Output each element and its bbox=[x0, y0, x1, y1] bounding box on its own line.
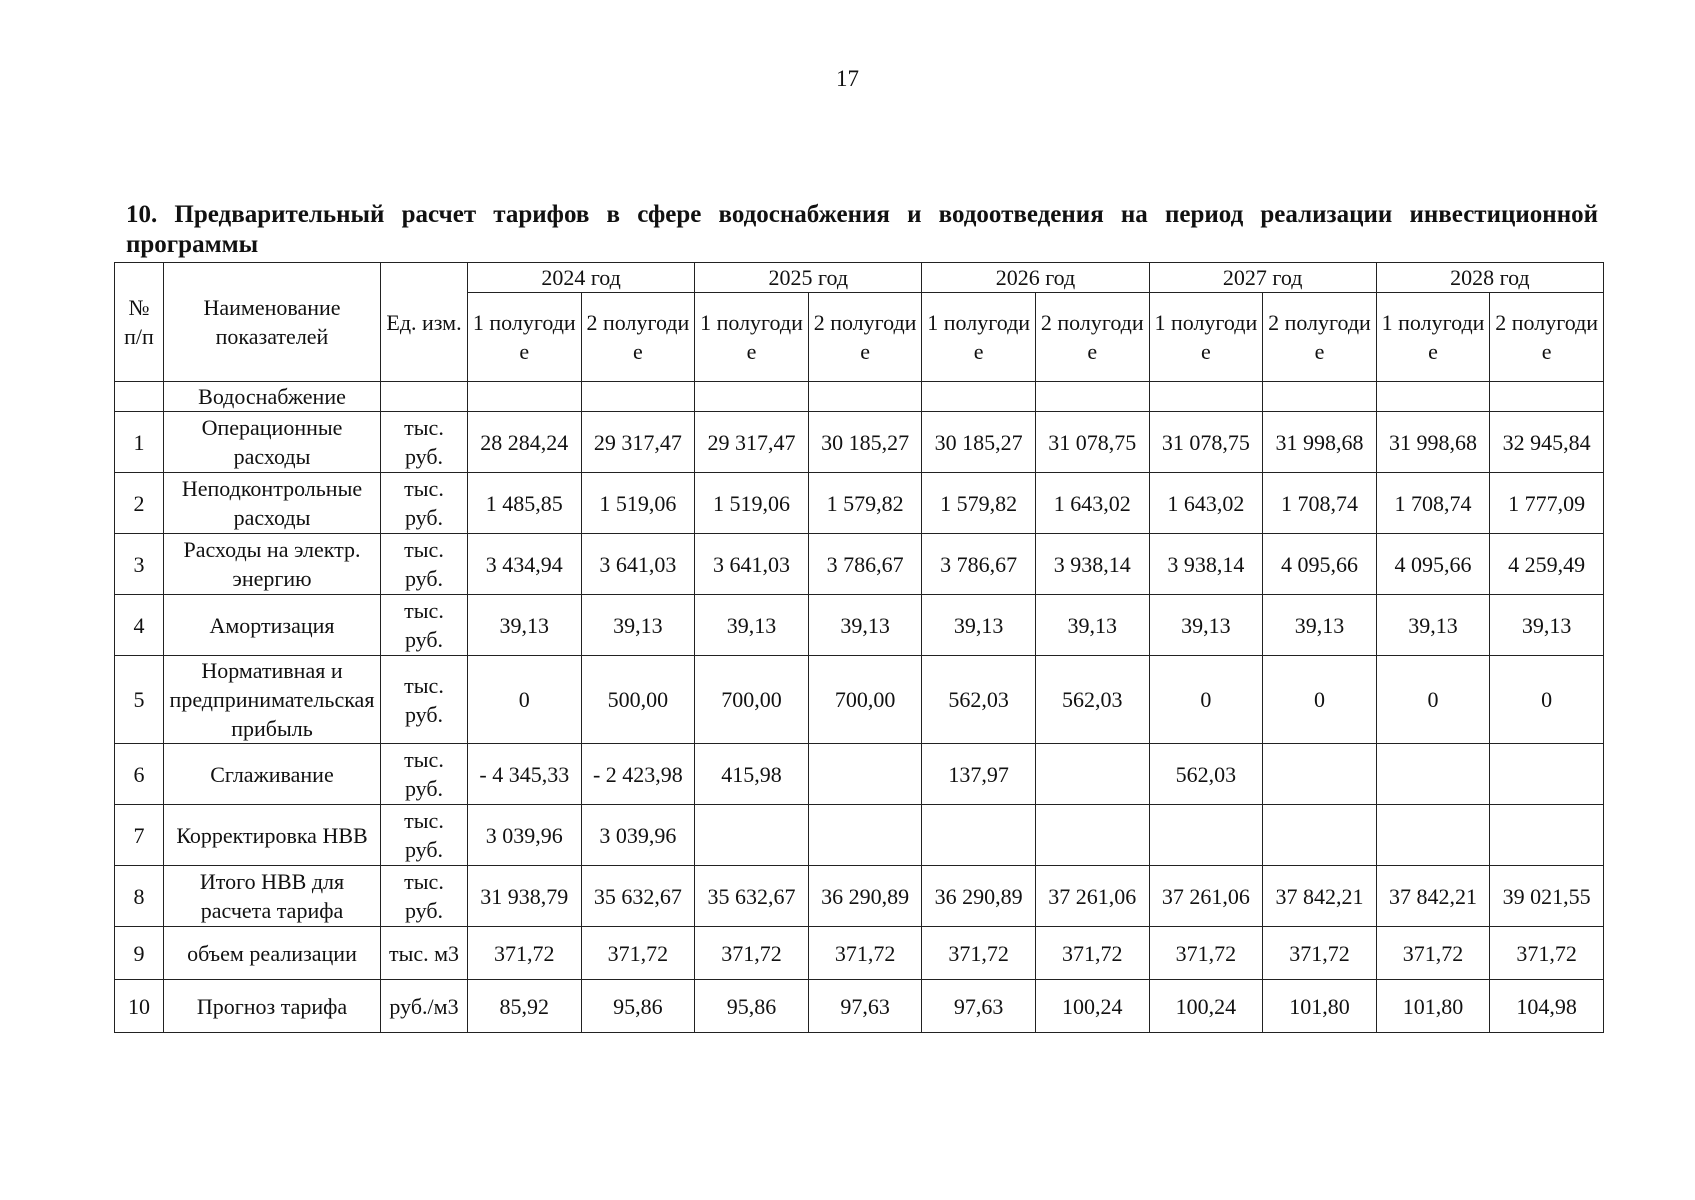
row-unit: тыс. руб. bbox=[381, 866, 468, 927]
value-cell: 3 039,96 bbox=[468, 805, 582, 866]
value-cell: 30 185,27 bbox=[922, 412, 1036, 473]
value-cell: 28 284,24 bbox=[468, 412, 582, 473]
value-cell: 1 519,06 bbox=[581, 473, 695, 534]
value-cell: 415,98 bbox=[695, 744, 809, 805]
group-unit-cell bbox=[381, 382, 468, 412]
value-cell: 35 632,67 bbox=[581, 866, 695, 927]
value-cell: 31 938,79 bbox=[468, 866, 582, 927]
value-cell: 29 317,47 bbox=[581, 412, 695, 473]
header-half-2: 2 полугодие bbox=[1490, 293, 1604, 382]
value-cell: 0 bbox=[1490, 656, 1604, 744]
value-cell: 0 bbox=[468, 656, 582, 744]
value-cell: 39,13 bbox=[1376, 595, 1490, 656]
row-name: Расходы на электр. энергию bbox=[164, 534, 381, 595]
value-cell: 371,72 bbox=[922, 927, 1036, 980]
value-cell: 97,63 bbox=[922, 980, 1036, 1033]
row-number: 4 bbox=[115, 595, 164, 656]
row-name: Операционные расходы bbox=[164, 412, 381, 473]
value-cell: 371,72 bbox=[695, 927, 809, 980]
value-cell: 0 bbox=[1263, 656, 1377, 744]
header-half-2: 2 полугодие bbox=[581, 293, 695, 382]
row-unit: руб./м3 bbox=[381, 980, 468, 1033]
value-cell: 1 579,82 bbox=[922, 473, 1036, 534]
table-row bbox=[115, 744, 1604, 805]
value-cell: 371,72 bbox=[1149, 927, 1263, 980]
row-number: 7 bbox=[115, 805, 164, 866]
value-cell bbox=[1490, 805, 1604, 866]
value-cell: 39,13 bbox=[1035, 595, 1149, 656]
value-cell: 1 777,09 bbox=[1490, 473, 1604, 534]
value-cell: 3 434,94 bbox=[468, 534, 582, 595]
value-cell: 4 259,49 bbox=[1490, 534, 1604, 595]
value-cell: 39 021,55 bbox=[1490, 866, 1604, 927]
value-cell bbox=[808, 805, 922, 866]
value-cell: 371,72 bbox=[468, 927, 582, 980]
value-cell: 3 938,14 bbox=[1149, 534, 1263, 595]
value-cell: 101,80 bbox=[1376, 980, 1490, 1033]
row-name: Амортизация bbox=[164, 595, 381, 656]
table-row bbox=[115, 412, 1604, 473]
table-row bbox=[115, 980, 1604, 1033]
row-number: 1 bbox=[115, 412, 164, 473]
value-cell: 39,13 bbox=[695, 595, 809, 656]
table-row bbox=[115, 927, 1604, 980]
value-cell: 0 bbox=[1149, 656, 1263, 744]
row-number: 5 bbox=[115, 656, 164, 744]
header-half-2: 2 полугодие bbox=[808, 293, 922, 382]
header-half-1: 1 полугодие bbox=[695, 293, 809, 382]
table-row bbox=[115, 473, 1604, 534]
row-name: Итого НВВ для расчета тарифа bbox=[164, 866, 381, 927]
value-cell: 31 998,68 bbox=[1376, 412, 1490, 473]
header-year-2028: 2028 год bbox=[1376, 263, 1603, 293]
table-row bbox=[115, 866, 1604, 927]
table-row bbox=[115, 595, 1604, 656]
value-cell: 3 039,96 bbox=[581, 805, 695, 866]
value-cell: 371,72 bbox=[1490, 927, 1604, 980]
value-cell: 371,72 bbox=[581, 927, 695, 980]
row-unit: тыс. руб. bbox=[381, 473, 468, 534]
header-unit: Ед. изм. bbox=[381, 263, 468, 382]
row-name: Корректировка НВВ bbox=[164, 805, 381, 866]
row-unit: тыс. руб. bbox=[381, 744, 468, 805]
value-cell: 700,00 bbox=[808, 656, 922, 744]
header-half-1: 1 полугодие bbox=[1376, 293, 1490, 382]
value-cell bbox=[808, 744, 922, 805]
table-row bbox=[115, 534, 1604, 595]
value-cell: 100,24 bbox=[1149, 980, 1263, 1033]
value-cell: 562,03 bbox=[1149, 744, 1263, 805]
group-label: Водоснабжение bbox=[164, 382, 381, 412]
value-cell bbox=[1490, 744, 1604, 805]
value-cell bbox=[1149, 805, 1263, 866]
row-name: Неподконтрольные расходы bbox=[164, 473, 381, 534]
header-half-1: 1 полугодие bbox=[468, 293, 582, 382]
group-row bbox=[115, 382, 1604, 412]
header-row-years bbox=[115, 263, 1604, 293]
value-cell bbox=[1263, 744, 1377, 805]
value-cell bbox=[1376, 805, 1490, 866]
value-cell: 104,98 bbox=[1490, 980, 1604, 1033]
value-cell: 3 786,67 bbox=[922, 534, 1036, 595]
row-name: объем реализации bbox=[164, 927, 381, 980]
value-cell: 29 317,47 bbox=[695, 412, 809, 473]
header-year-2027: 2027 год bbox=[1149, 263, 1376, 293]
value-cell: 3 938,14 bbox=[1035, 534, 1149, 595]
page-number: 17 bbox=[836, 66, 859, 91]
section-heading: 10. Предварительный расчет тарифов в сфере водоснабжения и водоотведения на период реализации инвестиционной программы bbox=[126, 201, 1598, 258]
value-cell: 35 632,67 bbox=[695, 866, 809, 927]
value-cell: 31 078,75 bbox=[1149, 412, 1263, 473]
value-cell: 3 641,03 bbox=[581, 534, 695, 595]
value-cell: 500,00 bbox=[581, 656, 695, 744]
row-unit: тыс. руб. bbox=[381, 412, 468, 473]
header-half-2: 2 полугодие bbox=[1263, 293, 1377, 382]
row-number: 8 bbox=[115, 866, 164, 927]
table-row bbox=[115, 656, 1604, 744]
value-cell: 97,63 bbox=[808, 980, 922, 1033]
value-cell: 39,13 bbox=[1263, 595, 1377, 656]
value-cell: 36 290,89 bbox=[808, 866, 922, 927]
value-cell: 3 786,67 bbox=[808, 534, 922, 595]
header-year-2026: 2026 год bbox=[922, 263, 1149, 293]
value-cell: 562,03 bbox=[922, 656, 1036, 744]
value-cell: 1 708,74 bbox=[1263, 473, 1377, 534]
header-year-2025: 2025 год bbox=[695, 263, 922, 293]
value-cell: 562,03 bbox=[1035, 656, 1149, 744]
value-cell: - 2 423,98 bbox=[581, 744, 695, 805]
row-unit: тыс. руб. bbox=[381, 595, 468, 656]
value-cell: 39,13 bbox=[922, 595, 1036, 656]
row-unit: тыс. руб. bbox=[381, 656, 468, 744]
value-cell: 137,97 bbox=[922, 744, 1036, 805]
value-cell: 37 842,21 bbox=[1263, 866, 1377, 927]
value-cell bbox=[695, 805, 809, 866]
row-name: Прогноз тарифа bbox=[164, 980, 381, 1033]
value-cell bbox=[1035, 744, 1149, 805]
row-number: 9 bbox=[115, 927, 164, 980]
value-cell: 37 261,06 bbox=[1149, 866, 1263, 927]
value-cell: 1 519,06 bbox=[695, 473, 809, 534]
table-row bbox=[115, 805, 1604, 866]
tariff-table bbox=[114, 262, 1604, 1033]
row-name: Сглаживание bbox=[164, 744, 381, 805]
value-cell: 30 185,27 bbox=[808, 412, 922, 473]
value-cell: 39,13 bbox=[468, 595, 582, 656]
value-cell: 371,72 bbox=[1035, 927, 1149, 980]
value-cell: 31 998,68 bbox=[1263, 412, 1377, 473]
value-cell: 371,72 bbox=[1376, 927, 1490, 980]
row-unit: тыс. м3 bbox=[381, 927, 468, 980]
header-year-2024: 2024 год bbox=[468, 263, 695, 293]
value-cell: 4 095,66 bbox=[1376, 534, 1490, 595]
value-cell: 101,80 bbox=[1263, 980, 1377, 1033]
value-cell: 39,13 bbox=[1490, 595, 1604, 656]
value-cell: 700,00 bbox=[695, 656, 809, 744]
value-cell: 3 641,03 bbox=[695, 534, 809, 595]
value-cell: 371,72 bbox=[808, 927, 922, 980]
header-name: Наименование показателей bbox=[164, 263, 381, 382]
value-cell: 0 bbox=[1376, 656, 1490, 744]
value-cell: 36 290,89 bbox=[922, 866, 1036, 927]
row-number: 2 bbox=[115, 473, 164, 534]
header-half-2: 2 полугодие bbox=[1035, 293, 1149, 382]
value-cell: 37 261,06 bbox=[1035, 866, 1149, 927]
group-number-cell bbox=[115, 382, 164, 412]
header-half-1: 1 полугодие bbox=[922, 293, 1036, 382]
row-unit: тыс. руб. bbox=[381, 534, 468, 595]
value-cell: 1 643,02 bbox=[1149, 473, 1263, 534]
header-number: № п/п bbox=[115, 263, 164, 382]
row-name: Нормативная и предпринимательская прибыль bbox=[164, 656, 381, 744]
value-cell: 4 095,66 bbox=[1263, 534, 1377, 595]
row-number: 10 bbox=[115, 980, 164, 1033]
value-cell: 39,13 bbox=[581, 595, 695, 656]
value-cell bbox=[1263, 805, 1377, 866]
value-cell: 1 485,85 bbox=[468, 473, 582, 534]
value-cell: 37 842,21 bbox=[1376, 866, 1490, 927]
value-cell: 1 643,02 bbox=[1035, 473, 1149, 534]
value-cell: 39,13 bbox=[1149, 595, 1263, 656]
value-cell: 371,72 bbox=[1263, 927, 1377, 980]
row-number: 3 bbox=[115, 534, 164, 595]
value-cell: 32 945,84 bbox=[1490, 412, 1604, 473]
header-half-1: 1 полугодие bbox=[1149, 293, 1263, 382]
value-cell: 95,86 bbox=[695, 980, 809, 1033]
value-cell: 85,92 bbox=[468, 980, 582, 1033]
value-cell: 100,24 bbox=[1035, 980, 1149, 1033]
value-cell: 1 579,82 bbox=[808, 473, 922, 534]
value-cell: 95,86 bbox=[581, 980, 695, 1033]
value-cell: 1 708,74 bbox=[1376, 473, 1490, 534]
value-cell bbox=[1035, 805, 1149, 866]
value-cell: - 4 345,33 bbox=[468, 744, 582, 805]
value-cell bbox=[922, 805, 1036, 866]
value-cell bbox=[1376, 744, 1490, 805]
row-unit: тыс. руб. bbox=[381, 805, 468, 866]
row-number: 6 bbox=[115, 744, 164, 805]
value-cell: 39,13 bbox=[808, 595, 922, 656]
value-cell: 31 078,75 bbox=[1035, 412, 1149, 473]
